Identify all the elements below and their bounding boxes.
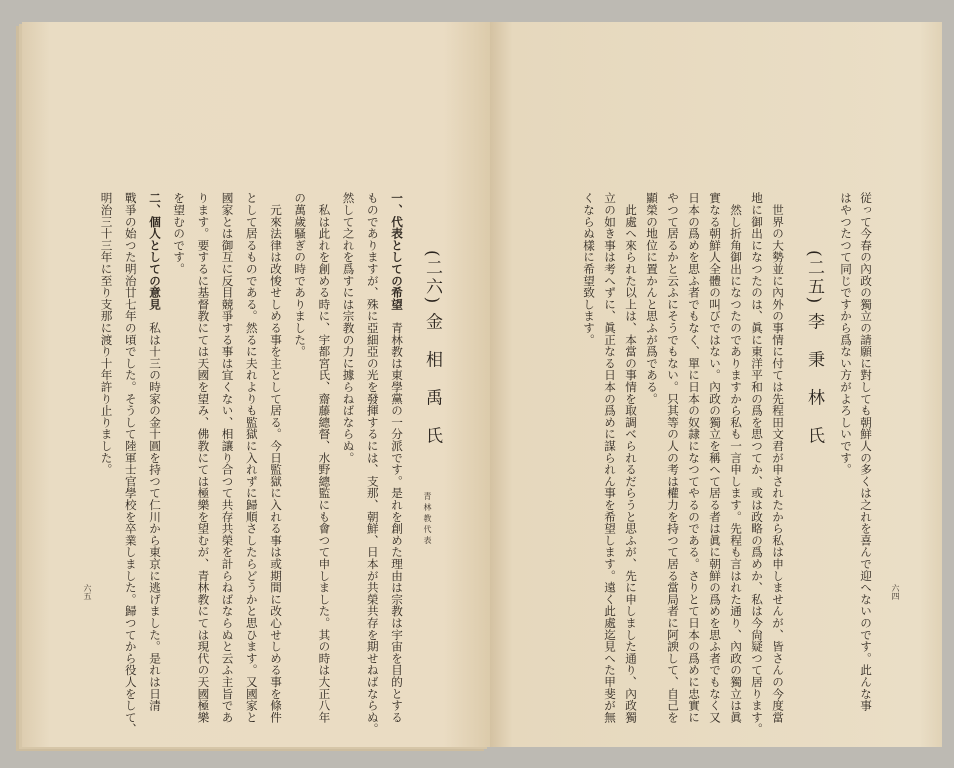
column-text: 國家とは御互に反目競爭する事は宜くない、相讓り合つて共存共榮を計らねばならぬと云ふ主旨であ — [220, 192, 235, 723]
text-column — [148, 192, 162, 711]
text-column — [317, 192, 331, 723]
text-column — [729, 192, 743, 723]
column-text: 従って今春の內政の獨立の請願に對しても朝鮮人の多くは之れを喜んで迎へないのです。此んな事 — [859, 192, 873, 712]
column-text: を望むのです。 — [172, 192, 187, 275]
column-text: 顯榮の地位に置かんと思ふが爲である。 — [645, 192, 659, 405]
text-column — [124, 192, 138, 735]
bold-lead: 二、個人としての意見 — [148, 192, 162, 310]
text-column — [100, 192, 114, 475]
column-text: 青林教は東學黨の一分派です。是れを創めた理由は宗教は宇宙を目的とする — [390, 310, 404, 723]
column-text: 實なる朝鮮人全體の叫びではない。內政の獨立を稱へて居る者は眞に朝鮮の爲めを思ふ者でもなく又 — [708, 192, 722, 723]
column-text: ものでありますが、殊に亞細亞の光を發揮するには、支那、朝鮮、日本が共榮共存を期せねばならぬ。 — [365, 192, 380, 735]
bold-lead: 一、代表としての希望 — [390, 192, 404, 310]
text-column — [293, 192, 307, 357]
column-text: として居るものである。然るに夫れよりも監獄に入れずに歸順さしたらどうかと思ひます。又國家と — [244, 192, 259, 723]
text-column — [624, 192, 638, 723]
text-column — [221, 192, 235, 723]
text-column — [839, 192, 853, 475]
column-text: 私は此れを創める時に、宇都宮氏、齋藤總督、水野總監にも會つて申しました。其の時は大正八年 — [317, 192, 332, 723]
column-text: 地に御出になつたのは、眞に東洋平和の爲を思つてか、或は政略の爲めか、私は今尙疑つて居ります。 — [750, 192, 764, 735]
text-column — [603, 192, 617, 723]
column-text: ります。要するに基督教にては天國を望み、佛教にては極樂を望むが、青林教にては現代の天國極樂 — [196, 192, 211, 723]
page-number: 六四 — [891, 584, 900, 600]
column-text: 元來法律は改悛せしめる事を主として居る。今日監獄に入れる事は或期間に改心せしめる事を條件 — [269, 192, 283, 723]
column-text: 戰爭の始つた明治廿七年の頃でした。そうして陸軍士官學校を卒業しました。歸つてから役人をして、 — [123, 192, 138, 735]
page-number: 六五 — [83, 584, 92, 600]
text-column — [687, 192, 701, 723]
column-text: 然し折角御出になつたのでありますから私も一言申します。先程も言はれた通り、內政の獨立は眞 — [729, 192, 743, 723]
column-text: 私は十三の時家の金十圓を持つて仁川から東京に逃げました。是れは日清 — [148, 310, 162, 712]
text-column — [582, 192, 596, 345]
column-text: 此處へ來られた以上は、本當の事情を取調べられるだらうと思ふが、先に申しました通り、內政獨 — [624, 192, 638, 723]
text-column — [750, 192, 764, 735]
column-text: やつて居るかと云ふにそうでもない。只其等の人の考は權力を持つて居る當局者に阿諛して、自己を — [666, 192, 680, 723]
text-column — [245, 192, 259, 723]
text-column — [172, 192, 186, 275]
text-column — [269, 192, 283, 723]
text-column — [390, 192, 404, 723]
right-page — [490, 22, 942, 747]
column-text: 立の如き事は考へずに、眞正なる日本の爲めに謀られん事を希望します。遠く此處迄見へた甲斐が無 — [603, 192, 617, 723]
column-text: はやつたつて同じですから爲ない方がよろしいです。 — [839, 192, 853, 476]
column-text: 世界の大勢並に內外の事情に付ては先程田文君が申されたから私は申しませんが、皆さんの今度當 — [771, 192, 785, 723]
text-column — [771, 192, 785, 723]
text-column — [859, 192, 873, 711]
column-text: 日本の爲めを思ふ者でもなく、單に日本の奴隷になつてやるのである。さりとて日本の爲めに忠實に — [687, 192, 701, 723]
text-column — [196, 192, 210, 723]
column-text: の萬歲騷ぎの時でありました。 — [293, 192, 308, 358]
text-column — [645, 192, 659, 404]
text-column — [708, 192, 722, 723]
text-column — [342, 192, 356, 463]
section-heading-26: (二六) 金 相 禹 氏 — [422, 250, 442, 446]
column-text: 然して之れを爲すには宗教の力に據らねばならぬ。 — [341, 192, 356, 464]
section-subheading: 青林教代表 — [423, 492, 432, 547]
left-page — [22, 22, 490, 747]
section-heading-25: (二五) 李 秉 林 氏 — [804, 250, 824, 446]
column-text: くならぬ樣に希望致します。 — [582, 192, 596, 346]
text-column — [666, 192, 680, 723]
text-column — [366, 192, 380, 735]
column-text: 明治三十三年に至り支那に渡り十年許り止りました。 — [99, 192, 114, 476]
